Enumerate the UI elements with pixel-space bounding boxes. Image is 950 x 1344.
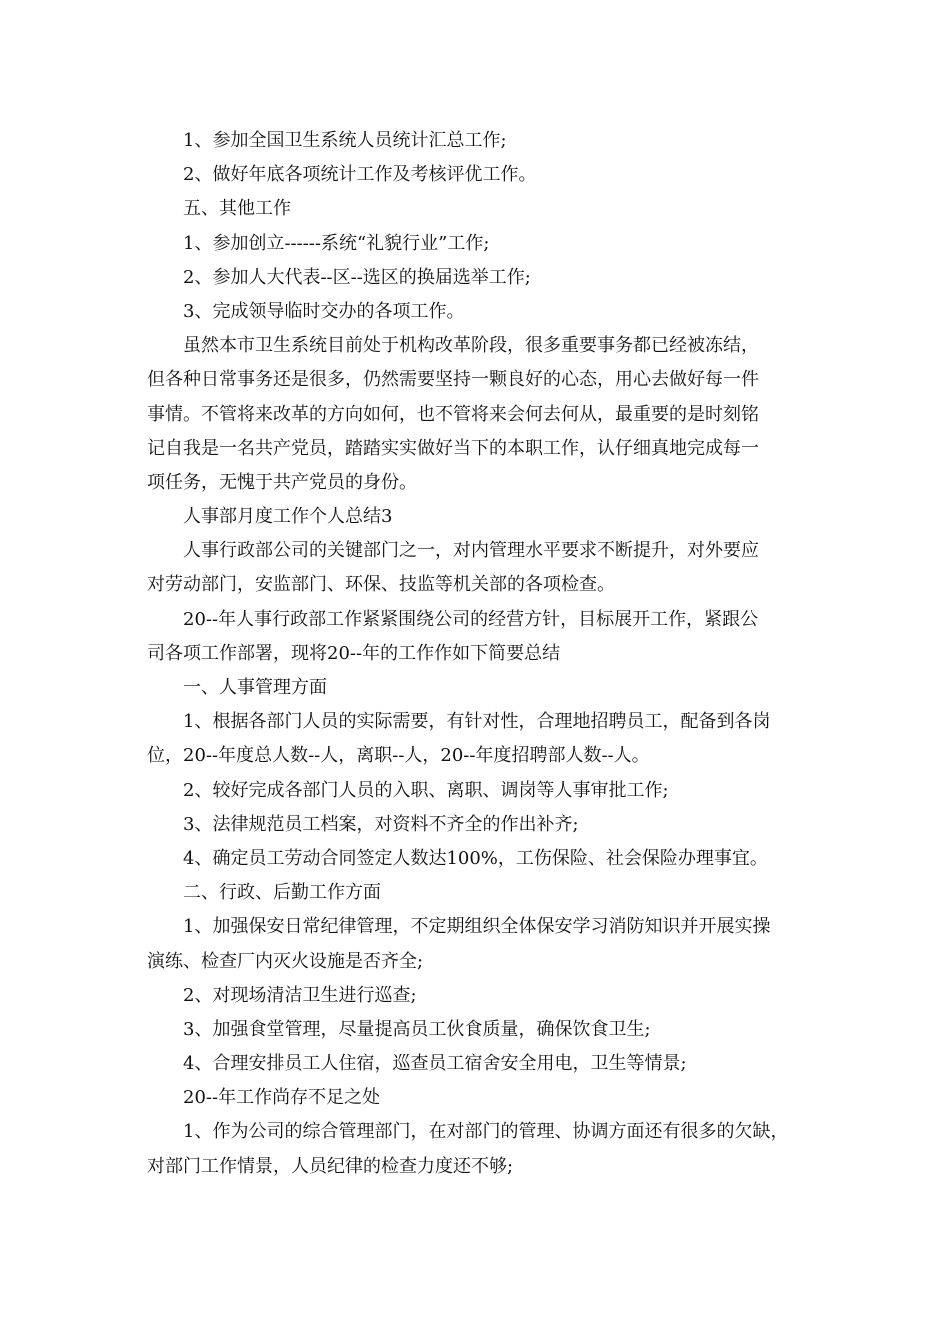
text-line: 人事行政部公司的关键部门之一，对内管理水平要求不断提升，对外要应 [183,540,759,562]
text-line: 20--年工作尚存不足之处 [183,1087,381,1109]
text-line: 一、人事管理方面 [183,677,327,698]
text-line: 二、行政、后勤工作方面 [183,882,381,904]
text-line: 五、其他工作 [183,198,291,220]
text-line: 1、参加全国卫生系统人员统计汇总工作; [183,130,507,151]
text-line: 2、参加人大代表--区--选区的换届选举工作; [183,266,531,288]
text-line: 20--年人事行政部工作紧紧围绕公司的经营方针，目标展开工作，紧跟公 [183,608,759,630]
text-line: 但各种日常事务还是很多，仍然需要坚持一颗良好的心态，用心去做好每一件 [147,369,759,391]
text-line: 对劳动部门，安监部门、环保、技监等机关部的各项检查。 [147,574,615,596]
text-line: 2、较好完成各部门人员的入职、离职、调岗等人事审批工作; [183,779,669,801]
text-line: 对部门工作情景，人员纪律的检查力度还不够; [147,1155,514,1177]
text-line: 4、确定员工劳动合同签定人数达100%，工伤保险、社会保险办理事宜。 [183,847,768,869]
text-line: 位，20--年度总人数--人，离职--人，20--年度招聘部人数--人。 [147,745,650,767]
text-line: 记自我是一名共产党员，踏踏实实做好当下的本职工作，认仔细真地完成每一 [147,437,759,459]
text-line: 1、作为公司的综合管理部门，在对部门的管理、协调方面还有很多的欠缺， [183,1121,789,1143]
text-line: 1、参加创立------系统“礼貌行业”工作; [183,232,490,254]
text-line: 3、完成领导临时交办的各项工作。 [183,300,465,322]
text-line: 项任务，无愧于共产党员的身份。 [147,471,417,493]
text-line: 事情。不管将来改革的方向如何，也不管将来会何去何从，最重要的是时刻铭 [147,403,759,425]
text-line: 3、法律规范员工档案，对资料不齐全的作出补齐; [183,813,579,835]
text-line: 4、合理安排员工人住宿，巡查员工宿舍安全用电，卫生等情景; [183,1053,687,1075]
text-line: 1、根据各部门人员的实际需要，有针对性，合理地招聘员工，配备到各岗 [183,711,771,733]
text-line: 1、加强保安日常纪律管理，不定期组织全体保安学习消防知识并开展实操 [183,916,771,938]
text-line: 2、对现场清洁卫生进行巡查; [183,984,417,1006]
text-line: 2、做好年底各项统计工作及考核评优工作。 [183,164,537,186]
document-body [147,124,807,1184]
text-line: 3、加强食堂管理，尽量提高员工伙食质量，确保饮食卫生; [183,1018,651,1040]
text-line: 虽然本市卫生系统目前处于机构改革阶段，很多重要事务都已经被冻结， [183,335,759,357]
text-line: 演练、检查厂内灭火设施是否齐全; [147,950,424,972]
text-line: 人事部月度工作个人总结3 [183,506,393,528]
text-line: 司各项工作部署，现将20--年的工作作如下简要总结 [147,642,561,664]
